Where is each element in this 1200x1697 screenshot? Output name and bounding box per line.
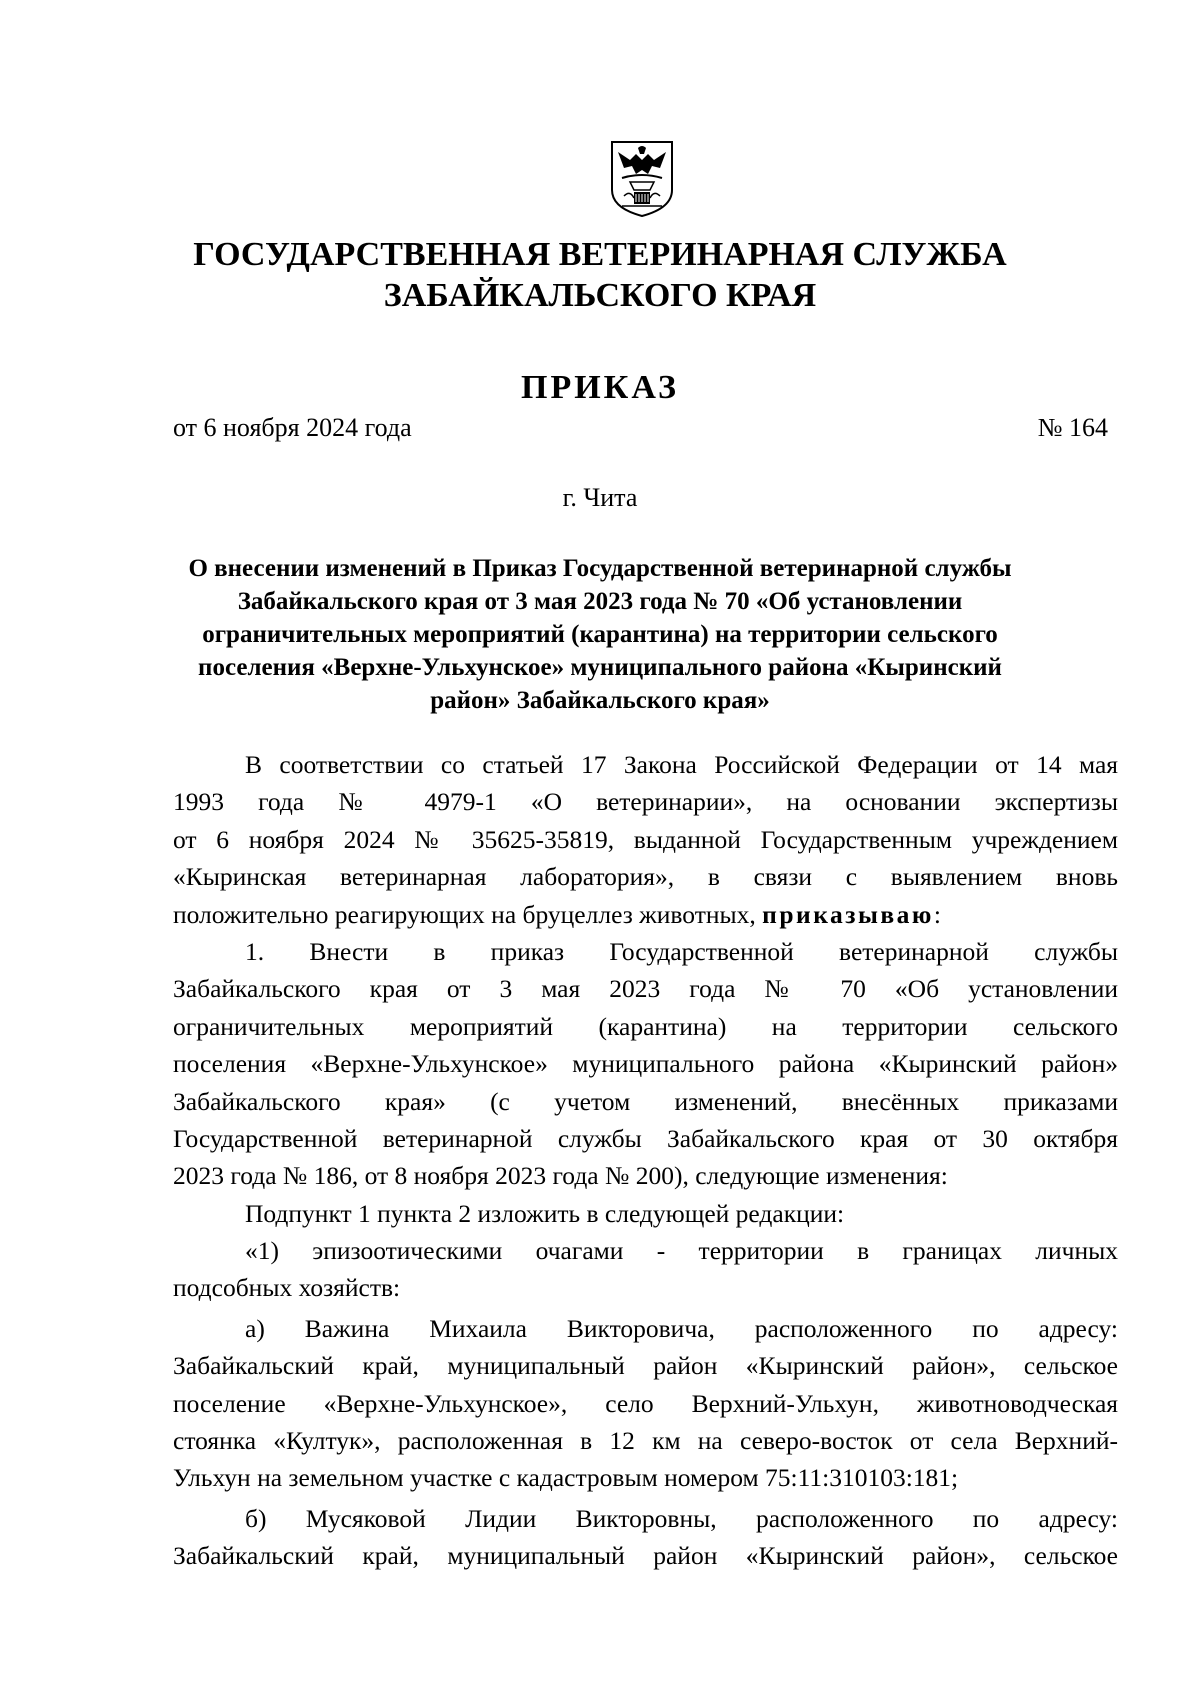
preamble-tail-text: положительно реагирующих на бруцеллез животных, — [173, 899, 763, 929]
agency-name-line-1: ГОСУДАРСТВЕННАЯ ВЕТЕРИНАРНАЯ СЛУЖБА — [193, 236, 1007, 273]
body-line: 1993 года № 4979-1 «О ветеринарии», на основании экспертизы — [173, 787, 1118, 817]
body-line: В соответствии со статьей 17 Закона Российской Федерации от 14 мая — [245, 750, 1118, 779]
body-line: Государственной ветеринарной службы Забайкальского края от 30 октября — [173, 1123, 1118, 1153]
body-line: 2023 года № 186, от 8 ноября 2023 года № 200), следующие изменения: — [173, 1161, 948, 1191]
agency-name-line-2: ЗАБАЙКАЛЬСКОГО КРАЯ — [383, 277, 817, 314]
document-type-heading: ПРИКАЗ — [521, 369, 679, 406]
body-line: ограничительных мероприятий (карантина) на территории сельского — [173, 1011, 1118, 1041]
coat-of-arms-icon — [608, 138, 676, 220]
body-line: Ульхун на земельном участке с кадастровым номером 75:11:310103:181; — [173, 1463, 959, 1493]
body-line: Забайкальский край, муниципальный район «Кыринский район», сельское — [173, 1351, 1118, 1381]
city-of-issue: г. Чита — [562, 483, 638, 512]
order-keyword: приказываю — [762, 899, 934, 929]
title-line: Забайкальского края от 3 мая 2023 года № 70 «Об установлении — [237, 588, 963, 615]
subpoint-intro-paragraph — [173, 1195, 1118, 1232]
body-line: стоянка «Култук», расположенная в 12 км на северо-восток от села Верхний- — [173, 1426, 1118, 1456]
body-line: «1) эпизоотическими очагами - территории в границах личных — [245, 1236, 1118, 1266]
title-line: поселения «Верхне-Ульхунское» муниципального района «Кыринский — [198, 654, 1002, 681]
body-line: а) Важина Михаила Викторовича, расположенного по адресу: — [245, 1313, 1118, 1343]
preamble-colon: : — [933, 899, 942, 929]
item-1-paragraph — [173, 933, 1118, 1195]
body-line: б) Мусяковой Лидии Викторовны, расположенного по адресу: — [245, 1503, 1118, 1533]
item-a-paragraph — [173, 1310, 1118, 1497]
subpoint-1-paragraph — [173, 1232, 1118, 1307]
item-b-paragraph — [173, 1500, 1118, 1575]
title-line: О внесении изменений в Приказ Государственной ветеринарной службы — [188, 555, 1012, 582]
body-line: поселение «Верхне-Ульхунское», село Верхний-Ульхун, животноводческая — [173, 1388, 1118, 1418]
body-line: «Кыринская ветеринарная лаборатория», в связи с выявлением вновь — [173, 862, 1118, 892]
body-line: 1. Внести в приказ Государственной ветеринарной службы — [245, 936, 1118, 966]
order-body — [173, 746, 1118, 1575]
order-date: от 6 ноября 2024 года — [173, 413, 412, 442]
body-line: Забайкальского края от 3 мая 2023 года № 70 «Об установлении — [173, 974, 1118, 1004]
body-line: от 6 ноября 2024 № 35625-35819, выданной Государственным учреждением — [173, 824, 1118, 854]
body-line: Забайкальского края» (с учетом изменений, внесённых приказами — [173, 1086, 1118, 1116]
preamble-paragraph — [173, 746, 1118, 933]
title-line: район» Забайкальского края» — [430, 687, 770, 714]
body-line: поселения «Верхне-Ульхунское» муниципального района «Кыринский район» — [173, 1049, 1118, 1079]
order-title — [160, 552, 1040, 717]
order-number: № 164 — [1037, 413, 1108, 442]
body-line: подсобных хозяйств: — [173, 1273, 401, 1303]
body-line: Забайкальский край, муниципальный район «Кыринский район», сельское — [173, 1541, 1118, 1571]
body-line-last — [173, 896, 1118, 933]
title-line: ограничительных мероприятий (карантина) на территории сельского — [202, 621, 998, 648]
body-line: Подпункт 1 пункта 2 изложить в следующей редакции: — [245, 1198, 845, 1228]
